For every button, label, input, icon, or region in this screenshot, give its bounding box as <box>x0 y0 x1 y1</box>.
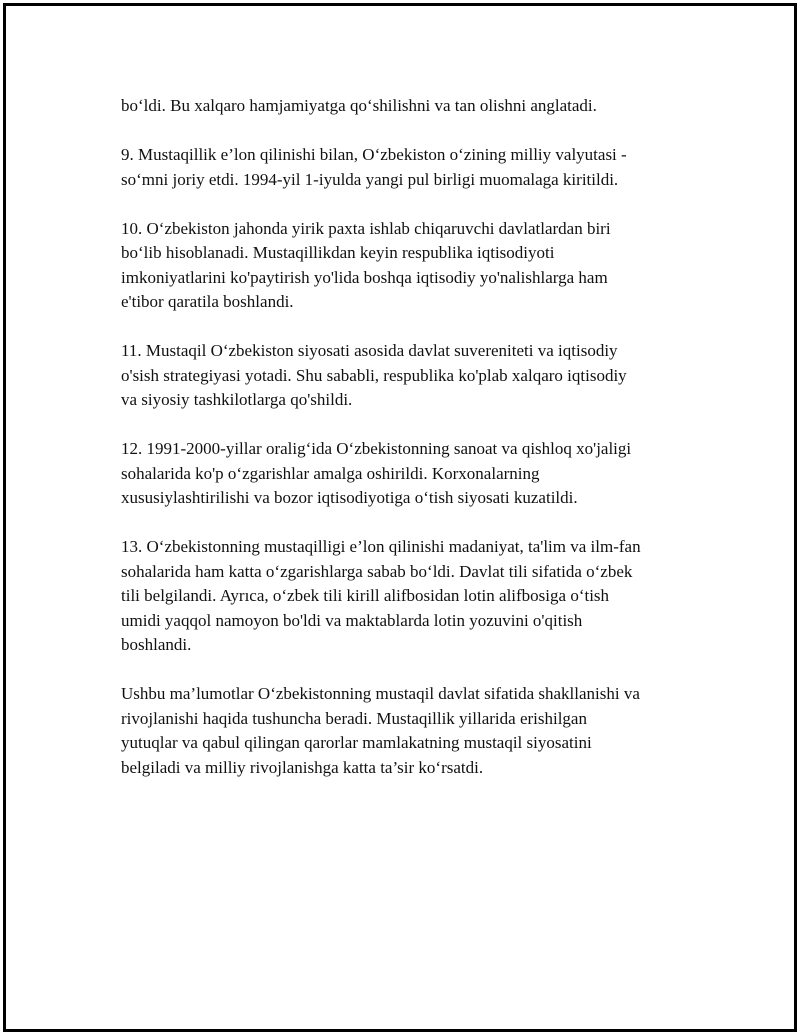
text-line: Ushbu ma’lumotlar O‘zbekistonning mustaqil davlat sifatida shakllanishi va <box>121 684 640 703</box>
text-line: 11. Mustaqil O‘zbekiston siyosati asosida davlat suvereniteti va iqtisodiy <box>121 341 618 360</box>
paragraph-11 <box>121 339 701 413</box>
text-line: sohalarida ko'p o‘zgarishlar amalga oshirildi. Korxonalarning <box>121 463 540 483</box>
text-line: e'tibor qaratila boshlandi. <box>121 292 294 311</box>
text-line: so‘mni joriy etdi. 1994-yil 1-iyulda yangi pul birligi muomalaga kiritildi. <box>121 169 619 189</box>
text-line: yutuqlar va qabul qilingan qarorlar mamlakatning mustaqil siyosatini <box>121 733 592 752</box>
paragraph-12 <box>121 437 701 511</box>
paragraph-9 <box>121 143 701 192</box>
paragraph-10 <box>121 217 701 315</box>
paragraph-13 <box>121 535 701 658</box>
text-line: umidi yaqqol namoyon bo'ldi va maktablarda lotin yozuvini o'qitish <box>121 610 583 630</box>
text-line: boshlandi. <box>121 635 192 654</box>
document-page <box>3 3 797 1032</box>
text-line: o'sish strategiyasi yotadi. Shu sababli, respublika ko'plab xalqaro iqtisodiy <box>121 365 627 385</box>
text-line: xususiylashtirilishi va bozor iqtisodiyotiga o‘tish siyosati kuzatildi. <box>121 488 578 507</box>
text-line: bo‘ldi. Bu xalqaro hamjamiyatga qo‘shilishni va tan olishni anglatadi. <box>121 96 597 115</box>
text-line: 10. O‘zbekiston jahonda yirik paxta ishlab chiqaruvchi davlatlardan biri <box>121 218 611 238</box>
document-body <box>121 94 701 805</box>
text-line: va siyosiy tashkilotlarga qo'shildi. <box>121 390 353 409</box>
text-line: 12. 1991-2000-yillar oralig‘ida O‘zbekistonning sanoat va qishloq xo'jaligi <box>121 439 632 458</box>
text-line: rivojlanishi haqida tushuncha beradi. Mustaqillik yillarida erishilgan <box>121 708 587 728</box>
paragraph-summary <box>121 682 701 780</box>
text-line: bo‘lib hisoblanadi. Mustaqillikdan keyin respublika iqtisodiyoti <box>121 243 555 262</box>
text-line: imkoniyatlarini ko'paytirish yo'lida boshqa iqtisodiy yo'nalishlarga ham <box>121 267 608 287</box>
text-line: 9. Mustaqillik e’lon qilinishi bilan, O‘zbekiston o‘zining milliy valyutasi - <box>121 145 627 164</box>
text-line: belgiladi va milliy rivojlanishga katta ta’sir ko‘rsatdi. <box>121 757 484 777</box>
text-line: tili belgilandi. Ayrıca, o‘zbek tili kirill alifbosidan lotin alifbosiga o‘tish <box>121 586 610 605</box>
text-line: sohalarida ham katta o‘zgarishlarga sabab bo‘ldi. Davlat tili sifatida o‘zbek <box>121 561 633 581</box>
paragraph-continuation <box>121 94 701 119</box>
text-line: 13. O‘zbekistonning mustaqilligi e’lon qilinishi madaniyat, ta'lim va ilm-fan <box>121 537 641 556</box>
